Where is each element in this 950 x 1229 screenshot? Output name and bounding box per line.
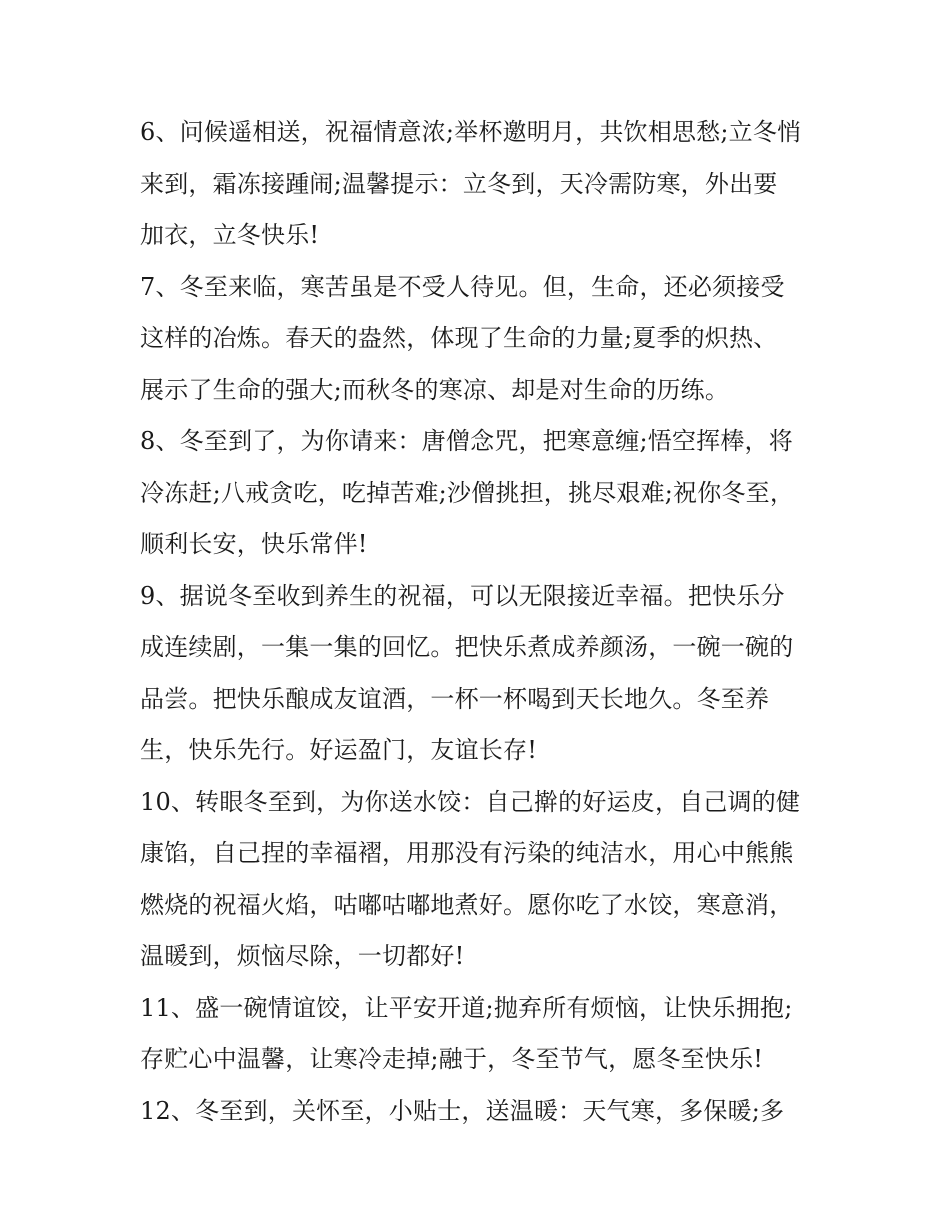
text-line: 温暖到，烦恼尽除，一切都好! [140, 942, 465, 970]
text-line: 燃烧的祝福火焰，咕嘟咕嘟地煮好。愿你吃了水饺，寒意消， [140, 890, 794, 919]
document-body [140, 107, 820, 1137]
text-line: 康馅，自己捏的幸福褶，用那没有污染的纯洁水，用心中熊熊 [140, 839, 794, 867]
text-line: 加衣，立冬快乐! [140, 221, 320, 249]
text-line: 12、冬至到，关怀至，小贴士，送温暖：天气寒，多保暖;多 [140, 1096, 785, 1125]
text-line: 展示了生命的强大;而秋冬的寒凉、却是对生命的历练。 [140, 375, 730, 404]
text-line: 11、盛一碗情谊饺，让平安开道;抛弃所有烦恼，让快乐拥抱; [140, 993, 793, 1022]
paragraph-7 [140, 262, 820, 417]
text-line: 存贮心中温馨，让寒冷走掉;融于，冬至节气，愿冬至快乐! [140, 1045, 764, 1073]
text-line: 品尝。把快乐酿成友谊酒，一杯一杯喝到天长地久。冬至养 [140, 684, 770, 713]
paragraph-10 [140, 777, 820, 983]
text-line: 冷冻赶;八戒贪吃，吃掉苦难;沙僧挑担，挑尽艰难;祝你冬至， [140, 478, 795, 507]
paragraph-12 [140, 1086, 820, 1138]
paragraph-6 [140, 107, 820, 262]
paragraph-11 [140, 983, 820, 1086]
text-line: 6、问候遥相送，祝福情意浓;举杯邀明月，共饮相思愁;立冬悄 [140, 118, 802, 146]
text-line: 10、转眼冬至到，为你送水饺：自己擀的好运皮，自己调的健 [140, 787, 801, 816]
text-line: 来到，霜冻接踵闹;温馨提示：立冬到，天冷需防寒，外出要 [140, 169, 778, 198]
paragraph-9 [140, 571, 820, 777]
text-line: 成连续剧，一集一集的回忆。把快乐煮成养颜汤，一碗一碗的 [140, 633, 794, 661]
text-line: 顺利长安，快乐常伴! [140, 530, 368, 558]
text-line: 这样的冶炼。春天的盎然，体现了生命的力量;夏季的炽热、 [140, 324, 778, 352]
text-line: 生，快乐先行。好运盈门，友谊长存! [140, 736, 538, 764]
text-line: 9、据说冬至收到养生的祝福，可以无限接近幸福。把快乐分 [140, 581, 785, 610]
text-line: 7、冬至来临，寒苦虽是不受人待见。但，生命，还必须接受 [140, 272, 785, 301]
text-line: 8、冬至到了，为你请来：唐僧念咒，把寒意缠;悟空挥棒，将 [140, 427, 793, 455]
paragraph-8 [140, 416, 820, 571]
